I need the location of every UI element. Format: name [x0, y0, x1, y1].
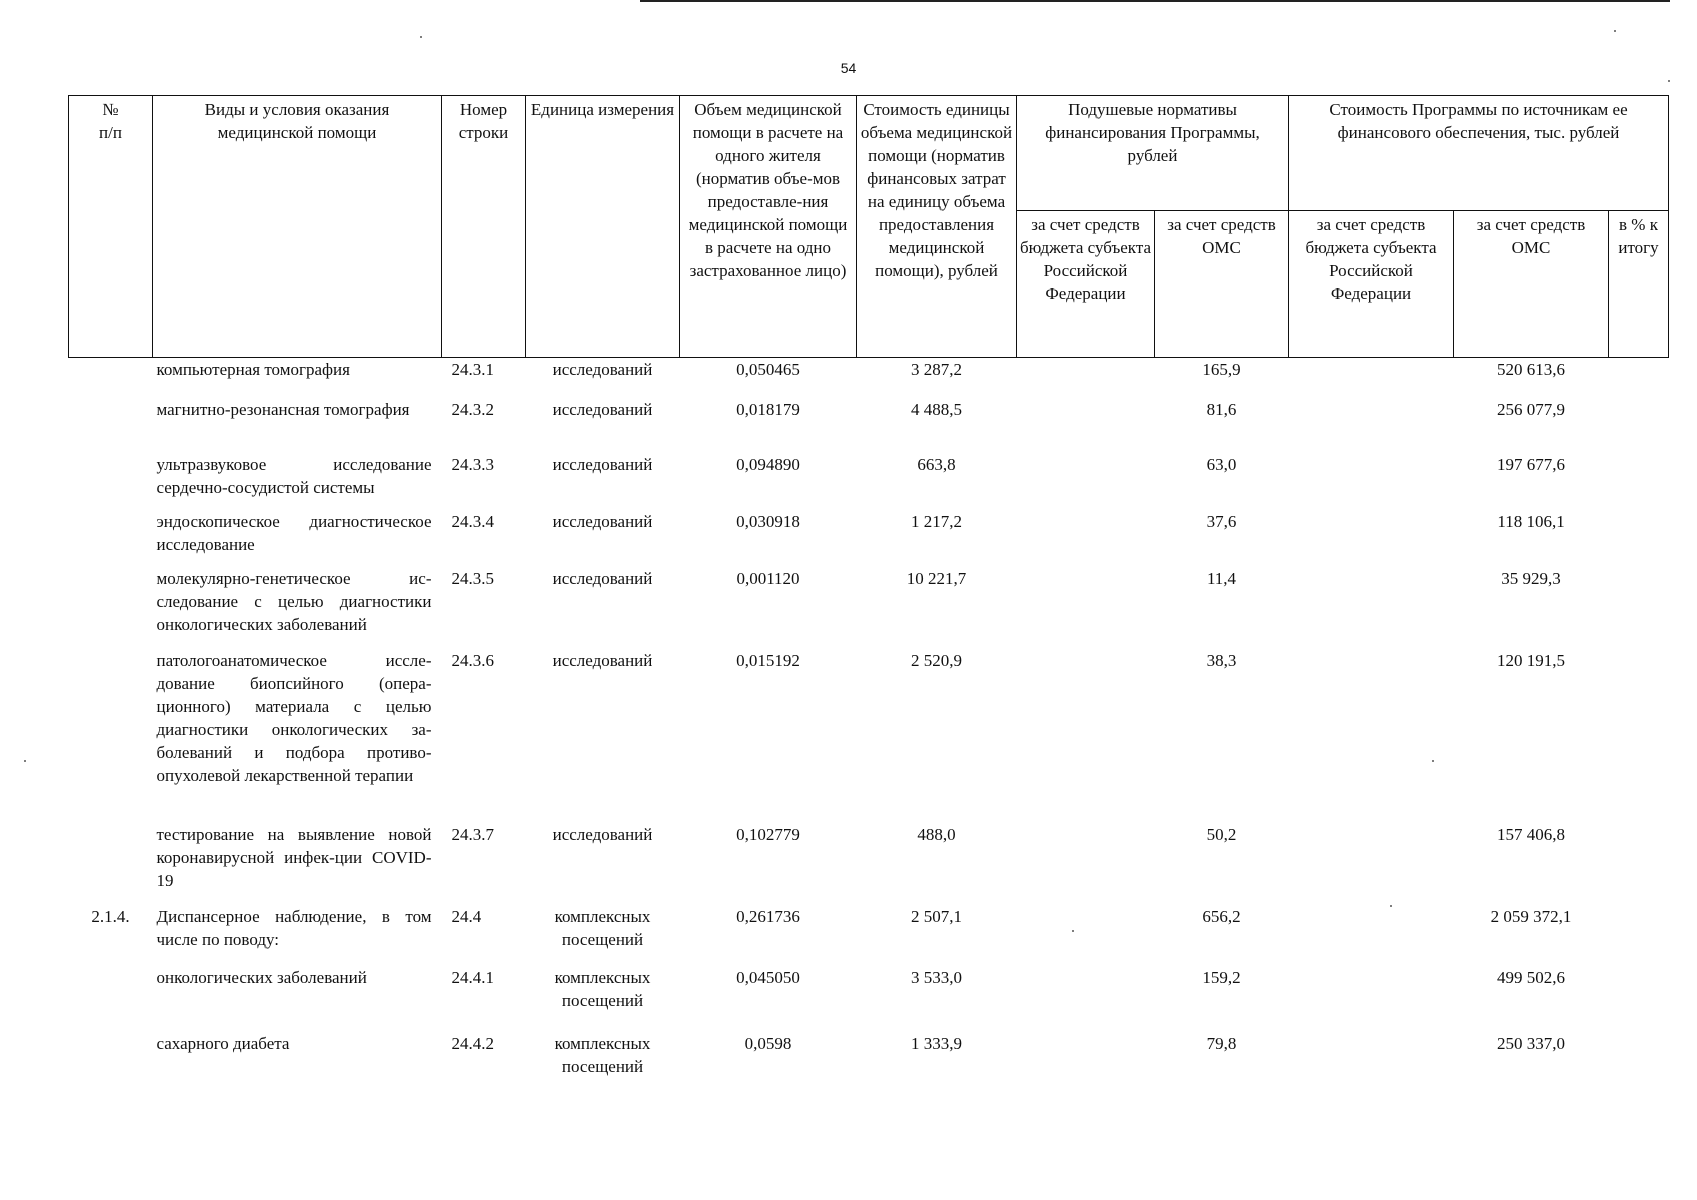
row-code: 24.3.4 [451, 511, 494, 531]
row-capita-oms: 63,0 [1206, 454, 1237, 474]
header-capita-budget: за счет средств бюджета субъекта Российской Федерации [1017, 211, 1155, 358]
row-capita-oms: 656,2 [1202, 906, 1241, 926]
row-program-percent [1609, 358, 1669, 398]
row-code: 24.3.7 [451, 824, 494, 844]
row-unit: комплексных посещений [554, 967, 651, 1010]
row-capita-oms: 79,8 [1206, 1033, 1237, 1053]
row-volume: 0,018179 [736, 399, 800, 419]
row-unit: исследований [552, 824, 653, 844]
row-program-percent [1609, 398, 1669, 453]
row-code: 24.4.2 [451, 1033, 494, 1053]
row-name: тестирование на выявление новой коронавирусной инфек-ции COVID-19 [156, 824, 432, 890]
page-number: 54 [840, 60, 857, 76]
row-program-budget [1289, 649, 1454, 823]
table-row [69, 1032, 1669, 1088]
row-program-budget [1289, 358, 1454, 398]
row-name: ультразвуковое исследование сердечно-сосудистой системы [156, 454, 432, 497]
row-capita-budget [1017, 1032, 1155, 1088]
table-row [69, 398, 1669, 453]
row-capita-oms: 11,4 [1206, 568, 1237, 588]
financing-table [68, 95, 1669, 1088]
scan-speck [1614, 30, 1616, 32]
table-row [69, 649, 1669, 823]
row-program-oms: 520 613,6 [1497, 360, 1566, 379]
row-unit: исследований [552, 360, 653, 379]
row-cost: 1 333,9 [911, 1033, 962, 1053]
row-capita-budget [1017, 823, 1155, 905]
row-cost: 3 287,2 [911, 360, 962, 379]
row-cost: 663,8 [917, 454, 956, 474]
row-volume: 0,102779 [736, 824, 800, 844]
row-cost: 4 488,5 [911, 399, 962, 419]
row-number [69, 453, 153, 510]
row-code: 24.3.5 [451, 568, 494, 588]
header-program-oms: за счет средств ОМС [1454, 211, 1609, 358]
row-name: онкологических заболеваний [156, 967, 367, 987]
row-capita-oms: 50,2 [1206, 824, 1237, 844]
row-name: эндоскопическое диагностическое исследование [156, 511, 432, 554]
row-code: 24.4.1 [451, 967, 494, 987]
row-cost: 10 221,7 [906, 568, 967, 588]
row-unit: исследований [552, 568, 653, 588]
row-capita-oms: 159,2 [1202, 967, 1241, 987]
row-program-budget [1289, 453, 1454, 510]
row-number [69, 1032, 153, 1088]
row-code: 24.4 [451, 906, 482, 926]
table-row [69, 966, 1669, 1032]
scan-speck [24, 760, 26, 762]
scan-speck [1668, 80, 1670, 82]
row-program-oms: 120 191,5 [1497, 650, 1566, 670]
row-program-budget [1289, 823, 1454, 905]
row-program-percent [1609, 649, 1669, 823]
row-program-percent [1609, 966, 1669, 1032]
row-program-oms: 2 059 372,1 [1490, 906, 1572, 926]
row-program-budget [1289, 398, 1454, 453]
row-program-percent [1609, 453, 1669, 510]
row-unit: комплексных посещений [554, 906, 651, 949]
row-name: компьютерная томография [156, 360, 350, 379]
row-capita-budget [1017, 966, 1155, 1032]
table-row [69, 567, 1669, 649]
header-capita-oms: за счет средств ОМС [1155, 211, 1289, 358]
row-unit: исследований [552, 650, 653, 670]
row-program-oms: 250 337,0 [1497, 1033, 1566, 1053]
row-code: 24.3.6 [451, 650, 494, 670]
row-name: магнитно-резонансная томография [156, 399, 410, 419]
row-volume: 0,261736 [736, 906, 800, 926]
row-number [69, 510, 153, 567]
table-row [69, 358, 1669, 398]
row-number [69, 567, 153, 649]
row-unit: комплексных посещений [554, 1033, 651, 1076]
row-program-percent [1609, 823, 1669, 905]
header-program-percent: в % к итогу [1609, 211, 1669, 358]
row-capita-budget [1017, 567, 1155, 649]
row-code: 24.3.2 [451, 399, 494, 419]
header-unit-cost: Стоимость единицы объема медицинской помощи (норматив финансовых затрат на единицу объема предоставления медицинской помощи), рублей [857, 96, 1017, 358]
table-row [69, 453, 1669, 510]
row-capita-budget [1017, 905, 1155, 966]
row-number [69, 398, 153, 453]
row-program-oms: 499 502,6 [1497, 967, 1566, 987]
row-volume: 0,045050 [736, 967, 800, 987]
row-capita-budget [1017, 398, 1155, 453]
row-cost: 1 217,2 [911, 511, 962, 531]
row-unit: исследований [552, 454, 653, 474]
row-program-budget [1289, 510, 1454, 567]
header-care-type: Виды и условия оказания медицинской помощи [153, 96, 442, 358]
row-number [69, 966, 153, 1032]
row-unit: исследований [552, 511, 653, 531]
row-number [69, 358, 153, 398]
row-program-oms: 197 677,6 [1497, 454, 1566, 474]
row-volume: 0,001120 [736, 568, 800, 588]
table-row [69, 510, 1669, 567]
header-program-budget: за счет средств бюджета субъекта Российской Федерации [1289, 211, 1454, 358]
header-program-cost-group: Стоимость Программы по источникам ее финансового обеспечения, тыс. рублей [1289, 96, 1669, 211]
row-program-budget [1289, 567, 1454, 649]
row-capita-budget [1017, 453, 1155, 510]
header-number: № п/п [69, 96, 153, 358]
table-header [69, 96, 1669, 358]
row-number: 2.1.4. [91, 906, 130, 926]
row-capita-oms: 37,6 [1206, 511, 1237, 531]
row-program-budget [1289, 1032, 1454, 1088]
row-capita-oms: 38,3 [1206, 650, 1237, 670]
row-capita-budget [1017, 649, 1155, 823]
row-program-percent [1609, 905, 1669, 966]
row-volume: 0,015192 [736, 650, 800, 670]
row-code: 24.3.3 [451, 454, 494, 474]
row-cost: 3 533,0 [911, 967, 962, 987]
row-program-oms: 118 106,1 [1497, 511, 1565, 531]
row-cost: 2 507,1 [911, 906, 962, 926]
row-volume: 0,030918 [736, 511, 800, 531]
row-program-budget [1289, 905, 1454, 966]
row-name: молекулярно-генетическое ис-следование с целью диагностики онкологических заболеваний [156, 568, 432, 634]
scan-speck [420, 36, 422, 38]
row-capita-budget [1017, 358, 1155, 398]
row-volume: 0,094890 [736, 454, 800, 474]
row-name: Диспансерное наблюдение, в том числе по поводу: [156, 906, 432, 949]
row-program-percent [1609, 1032, 1669, 1088]
row-number [69, 823, 153, 905]
row-program-oms: 35 929,3 [1501, 568, 1561, 588]
row-program-oms: 157 406,8 [1497, 824, 1566, 844]
row-name: сахарного диабета [156, 1033, 290, 1053]
row-cost: 488,0 [917, 824, 956, 844]
row-program-oms: 256 077,9 [1497, 399, 1566, 419]
row-code: 24.3.1 [451, 360, 494, 379]
row-capita-budget [1017, 510, 1155, 567]
row-cost: 2 520,9 [911, 650, 962, 670]
row-capita-oms: 81,6 [1206, 399, 1237, 419]
header-unit: Единица измерения [526, 96, 680, 358]
row-volume: 0,0598 [744, 1033, 792, 1053]
table-row [69, 905, 1669, 966]
header-line-number: Номер строки [442, 96, 526, 358]
header-volume: Объем медицинской помощи в расчете на одного жителя (норматив объе-мов предоставле-ния медицинской помощи в расчете на одно застрахованное лицо) [680, 96, 857, 358]
top-rule [640, 0, 1670, 2]
row-unit: исследований [552, 399, 653, 419]
row-program-percent [1609, 510, 1669, 567]
row-name: патологоанатомическое иссле-дование биопсийного (опера-ционного) материала с целью диагностики онкологических за-болеваний и подбора противо-опухолевой лекарственной терапии [156, 650, 432, 785]
table-row [69, 823, 1669, 905]
row-volume: 0,050465 [736, 360, 800, 379]
header-per-capita-group: Подушевые нормативы финансирования Программы, рублей [1017, 96, 1289, 211]
row-number [69, 649, 153, 823]
table-body [69, 358, 1669, 1088]
row-program-percent [1609, 567, 1669, 649]
row-capita-oms: 165,9 [1202, 360, 1241, 379]
row-program-budget [1289, 966, 1454, 1032]
